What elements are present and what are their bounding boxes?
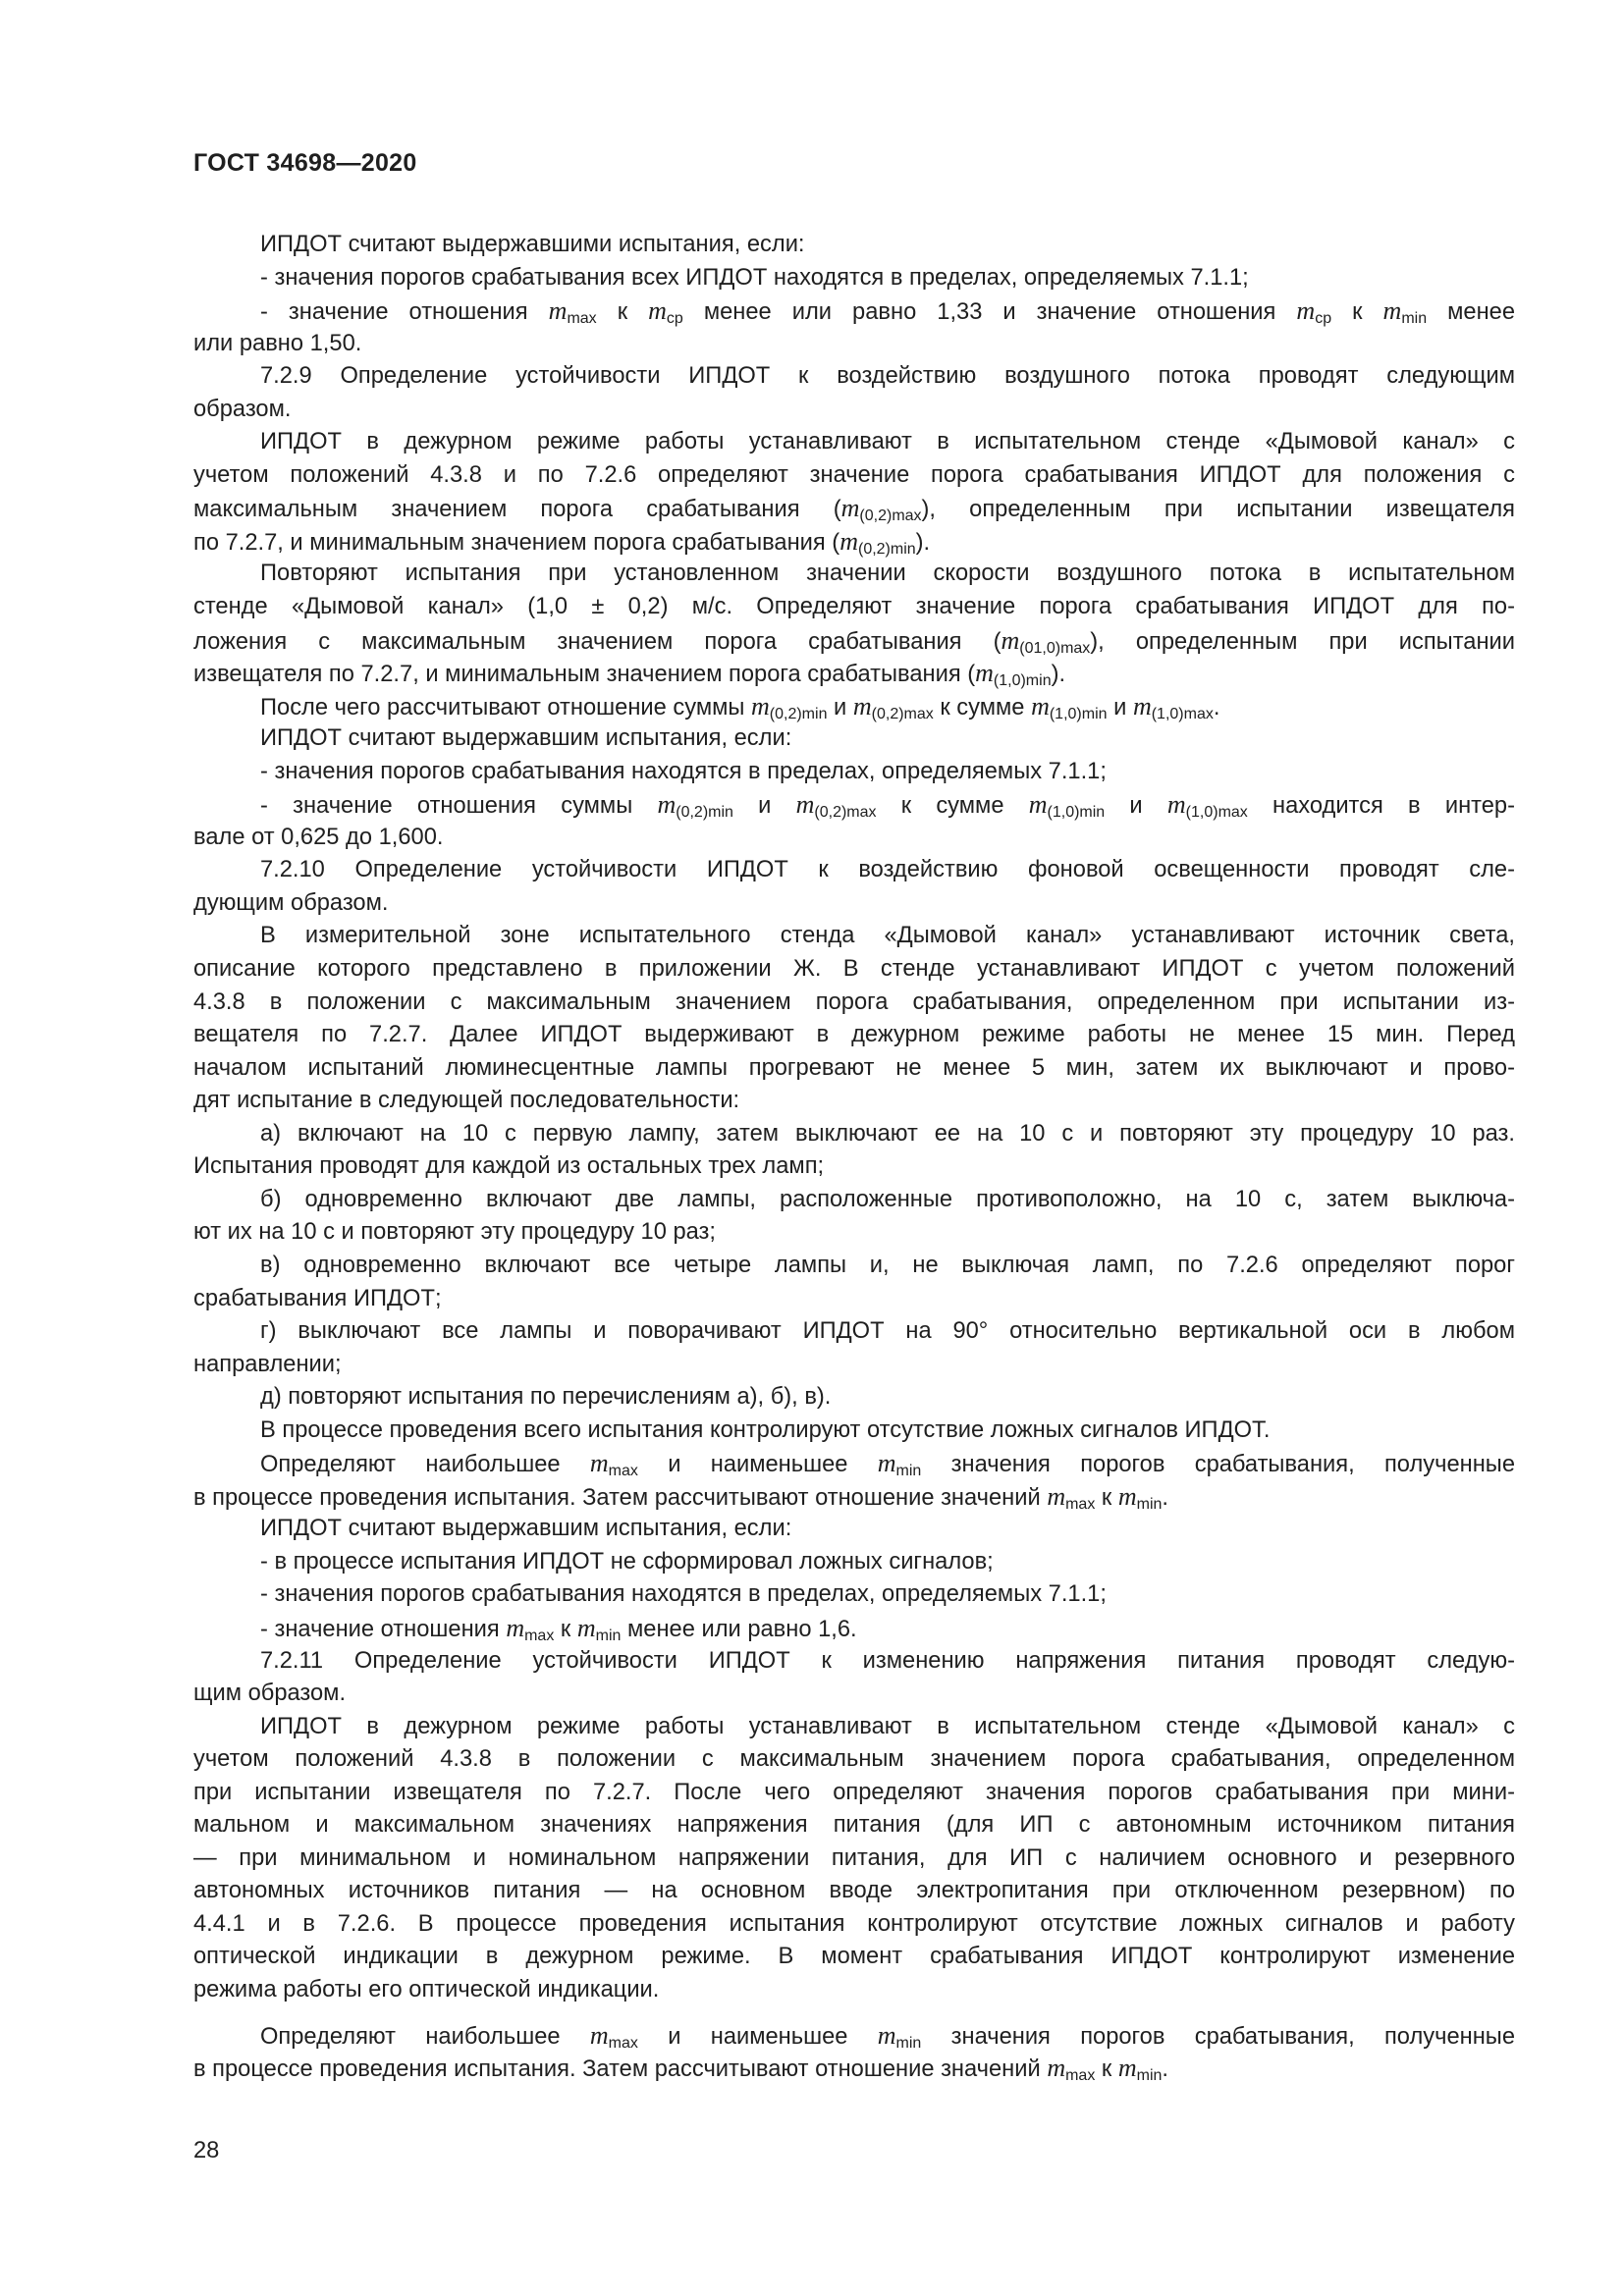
text-line: - значение отношения $m_{max}$ к $m_{min}$ менее или равно 1,6. [260, 1613, 857, 1644]
text-line: описание которого представлено в приложении Ж. В стенде устанавливают ИПДОТ с учетом положений [193, 956, 1515, 983]
text-line: - значения порогов срабатывания всех ИПДОТ находятся в пределах, определяемых 7.1.1; [260, 264, 1249, 291]
text-line: дующим образом. [193, 889, 389, 916]
text-line: максимальным значением порога срабатывания $(m_{(0,2)max})$, определенным при испытании извещателя [193, 494, 1515, 525]
text-line: ИПДОТ в дежурном режиме работы устанавливают в испытательном стенде «Дымовой канал» с [260, 1713, 1515, 1739]
text-line: стенде «Дымовой канал» (1,0 ± 0,2) м/с. Определяют значение порога срабатывания ИПДОТ для по- [193, 594, 1515, 620]
text-line: ИПДОТ в дежурном режиме работы устанавливают в испытательном стенде «Дымовой канал» с [260, 429, 1515, 455]
text-line: ИПДОТ считают выдержавшими испытания, если: [260, 232, 805, 257]
text-line: ИПДОТ считают выдержавшим испытания, если: [260, 725, 792, 752]
text-line: - значение отношения суммы $m_{(0,2)min}$ и $m_{(0,2)max}$ к сумме $m_{(1,0)min}$ и $m_{(1,0)max}$ находится в интер- [260, 790, 1515, 822]
text-line: Определяют наибольшее $m_{max}$ и наименьшее $m_{min}$ значения порогов срабатывания, полученные [260, 2020, 1516, 2052]
text-line: при испытании извещателя по 7.2.7. После чего определяют значения порогов срабатывания при мини- [193, 1779, 1515, 1805]
text-line: 4.4.1 и в 7.2.6. В процессе проведения испытания контролируют отсутствие ложных сигналов и работу [193, 1910, 1515, 1937]
text-line: началом испытаний люминесцентные лампы прогревают не менее 5 мин, затем их выключают и прово- [193, 1054, 1515, 1081]
text-line: - значение отношения $m_{max}$ к $m_{ср}$ менее или равно 1,33 и значение отношения $m_{ср}$ к $m_{min}$ менее [260, 296, 1516, 328]
text-line: учетом положений 4.3.8 и по 7.2.6 определяют значение порога срабатывания ИПДОТ для положения с [193, 461, 1515, 488]
text-line: учетом положений 4.3.8 в положении с максимальным значением порога срабатывания, определенном [193, 1746, 1515, 1773]
text-line: мальном и максимальном значениях напряжения питания (для ИП с автономным источником питания [193, 1812, 1515, 1839]
text-line: по 7.2.7, и минимальным значением порога срабатывания $(m_{(0,2)min})$. [193, 526, 931, 558]
text-line: режима работы его оптической индикации. [193, 1976, 660, 2002]
text-line: Повторяют испытания при установленном значении скорости воздушного потока в испытательном [260, 561, 1515, 587]
text-line: вещателя по 7.2.7. Далее ИПДОТ выдерживают в дежурном режиме работы не менее 15 мин. Перед [193, 1022, 1515, 1048]
page-number: 28 [193, 2138, 220, 2163]
text-line: щим образом. [193, 1681, 347, 1707]
text-line: б) одновременно включают две лампы, расположенные противоположно, на 10 с, затем выключа- [260, 1186, 1515, 1212]
document-body [193, 229, 1515, 2085]
text-line: образом. [193, 396, 292, 422]
text-line: - значения порогов срабатывания находятся в пределах, определяемых 7.1.1; [260, 1581, 1107, 1608]
text-line: — при минимальном и номинальном напряжении питания, для ИП с наличием основного и резервного [193, 1844, 1515, 1871]
text-line: Определяют наибольшее $m_{max}$ и наименьшее $m_{min}$ значения порогов срабатывания, полученные [260, 1449, 1516, 1480]
text-line: 4.3.8 в положении с максимальным значением порога срабатывания, определенном при испытании из- [193, 988, 1515, 1015]
text-line: Испытания проводят для каждой из остальных трех ламп; [193, 1153, 825, 1180]
text-line: ложения с максимальным значением порога срабатывания $(m_{(01,0)max})$, определенным при испытании [193, 625, 1515, 657]
text-line: или равно 1,50. [193, 330, 362, 356]
document-header: ГОСТ 34698—2020 [193, 149, 417, 177]
text-line: 7.2.10 Определение устойчивости ИПДОТ к воздействию фоновой освещенности проводят сле- [260, 857, 1515, 883]
text-line: ют их на 10 с и повторяют эту процедуру 10 раз; [193, 1219, 716, 1246]
text-line: срабатывания ИПДОТ; [193, 1285, 442, 1311]
text-line: - в процессе испытания ИПДОТ не сформировал ложных сигналов; [260, 1548, 994, 1575]
text-line: в процессе проведения испытания. Затем рассчитывают отношение значений $m_{max}$ к $m_{min}$. [193, 1481, 1169, 1513]
text-line: в процессе проведения испытания. Затем рассчитывают отношение значений $m_{max}$ к $m_{min}$. [193, 2054, 1169, 2085]
text-line: - значения порогов срабатывания находятся в пределах, определяемых 7.1.1; [260, 758, 1107, 784]
text-line: дят испытание в следующей последовательности: [193, 1088, 740, 1114]
text-line: направлении; [193, 1351, 342, 1377]
text-line: 7.2.9 Определение устойчивости ИПДОТ к воздействию воздушного потока проводят следующим [260, 363, 1515, 390]
text-line: После чего рассчитывают отношение суммы $m_{(0,2)min}$ и $m_{(0,2)max}$ к сумме $m_{(1,0)min}$ и $m_{(1,0)max}$. [260, 691, 1220, 722]
text-line: а) включают на 10 с первую лампу, затем выключают ее на 10 с и повторяют эту процедуру 10 раз. [260, 1120, 1515, 1147]
text-line: в) одновременно включают все четыре лампы и, не выключая ламп, по 7.2.6 определяют порог [260, 1252, 1515, 1278]
text-line: В измерительной зоне испытательного стенда «Дымовой канал» устанавливают источник света, [260, 923, 1515, 949]
text-line: 7.2.11 Определение устойчивости ИПДОТ к изменению напряжения питания проводят следую- [260, 1647, 1515, 1674]
text-line: оптической индикации в дежурном режиме. В момент срабатывания ИПДОТ контролируют изменение [193, 1944, 1515, 1970]
text-line: извещателя по 7.2.7, и минимальным значением порога срабатывания $(m_{(1,0)min})$. [193, 659, 1066, 690]
text-line: г) выключают все лампы и поворачивают ИПДОТ на 90° относительно вертикальной оси в любом [260, 1318, 1515, 1345]
text-line: ИПДОТ считают выдержавшим испытания, если: [260, 1516, 792, 1542]
text-line: В процессе проведения всего испытания контролируют отсутствие ложных сигналов ИПДОТ. [260, 1416, 1271, 1443]
text-line: вале от 0,625 до 1,600. [193, 824, 444, 850]
text-line: д) повторяют испытания по перечислениям а), б), в). [260, 1384, 832, 1411]
text-line: автономных источников питания — на основном вводе электропитания при отключенном резервном) по [193, 1878, 1515, 1904]
